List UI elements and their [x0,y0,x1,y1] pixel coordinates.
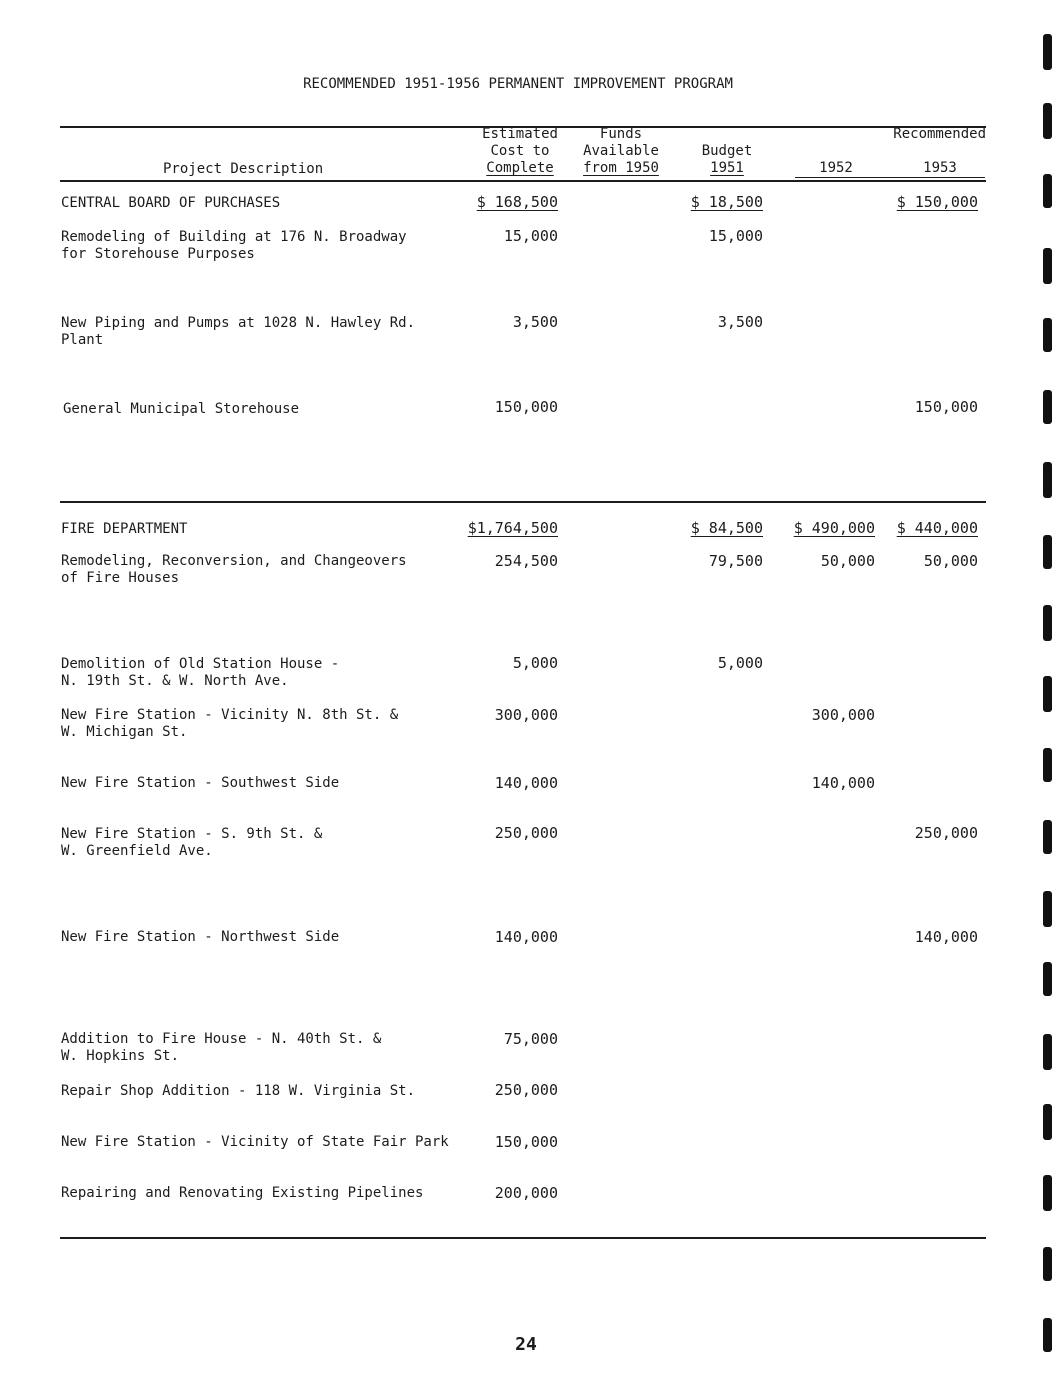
header-estimated-3: Complete [486,160,554,176]
section-1953-total: $ 150,000 [896,193,978,211]
binding-hole [1043,174,1052,208]
item-description-line2: N. 19th St. & W. North Ave. [61,673,289,689]
header-budget-2: 1951 [710,160,744,176]
item-estimated: 200,000 [494,1184,558,1202]
header-funds-2: Available [583,143,659,159]
binding-hole [1043,605,1052,641]
section-1953-total: $ 440,000 [896,519,978,537]
header-1952: 1952 [819,160,853,176]
header-funds-1: Funds [599,126,643,142]
section-estimated-total: $1,764,500 [467,519,558,537]
item-estimated: 250,000 [494,824,558,842]
item-estimated: 3,500 [512,313,558,331]
item-description-line1: Addition to Fire House - N. 40th St. & [61,1031,382,1047]
item-description-line1: New Fire Station - Vicinity N. 8th St. & [61,707,399,723]
binding-hole [1043,1034,1052,1070]
item-estimated: 254,500 [494,552,558,570]
header-recommended: Recommended [893,126,986,142]
item-description-line1: Remodeling of Building at 176 N. Broadway [61,229,407,245]
header-project-description: Project Description [163,161,324,177]
item-estimated: 140,000 [494,928,558,946]
header-rule [60,180,986,182]
item-description-line2: W. Hopkins St. [61,1048,180,1064]
item-estimated: 140,000 [494,774,558,792]
binding-hole [1043,962,1052,996]
item-estimated: 150,000 [494,1133,558,1151]
item-description-line2: of Fire Houses [61,570,180,586]
item-estimated: 150,000 [494,398,558,416]
binding-hole [1043,248,1052,284]
section-budget-total: $ 84,500 [690,519,763,537]
item-description-line1: New Fire Station - Southwest Side [61,775,340,791]
header-estimated-1: Estimated [482,126,558,142]
binding-hole [1043,318,1052,352]
item-description-line1: New Piping and Pumps at 1028 N. Hawley Rd. [61,315,416,331]
item-description-line2: for Storehouse Purposes [61,246,255,262]
binding-hole [1043,1104,1052,1140]
item-1953: 150,000 [914,398,978,416]
binding-hole [1043,1175,1052,1211]
header-budget-1: Budget [701,143,753,159]
item-budget: 3,500 [717,313,763,331]
binding-hole [1043,891,1052,927]
section-divider-rule [60,501,986,503]
binding-hole [1043,1247,1052,1281]
item-estimated: 15,000 [503,227,558,245]
item-description-line1: General Municipal Storehouse [63,401,300,417]
binding-hole [1043,462,1052,498]
item-description-line1: Repair Shop Addition - 118 W. Virginia St. [61,1083,416,1099]
item-budget: 79,500 [708,552,763,570]
item-description-line2: W. Michigan St. [61,724,188,740]
item-description-line2: W. Greenfield Ave. [61,843,213,859]
header-funds-3: from 1950 [583,160,659,176]
page-number: 24 [515,1334,537,1355]
binding-hole [1043,34,1052,70]
item-description-line1: Demolition of Old Station House - [61,656,340,672]
header-estimated-2: Cost to [490,143,550,159]
section-title: FIRE DEPARTMENT [61,521,188,537]
item-description-line1: New Fire Station - Vicinity of State Fair Park [61,1134,449,1150]
item-1953: 50,000 [923,552,978,570]
page-title: RECOMMENDED 1951-1956 PERMANENT IMPROVEMENT PROGRAM [303,76,733,92]
item-budget: 15,000 [708,227,763,245]
binding-hole [1043,676,1052,712]
item-1952: 50,000 [820,552,875,570]
item-estimated: 300,000 [494,706,558,724]
section-title: CENTRAL BOARD OF PURCHASES [61,195,281,211]
binding-hole [1043,820,1052,854]
item-description-line1: Repairing and Renovating Existing Pipelines [61,1185,424,1201]
item-1953: 250,000 [914,824,978,842]
item-budget: 5,000 [717,654,763,672]
header-1953: 1953 [923,160,957,176]
item-description-line1: Remodeling, Reconversion, and Changeovers [61,553,407,569]
item-1952: 140,000 [811,774,875,792]
binding-hole [1043,1318,1052,1352]
bottom-rule [60,1237,986,1239]
item-estimated: 250,000 [494,1081,558,1099]
section-budget-total: $ 18,500 [690,193,763,211]
binding-hole [1043,103,1052,139]
item-description-line1: New Fire Station - Northwest Side [61,929,340,945]
binding-hole [1043,390,1052,424]
recommended-underline [795,177,985,178]
item-1953: 140,000 [914,928,978,946]
item-description-line2: Plant [61,332,104,348]
item-estimated: 75,000 [503,1030,558,1048]
item-1952: 300,000 [811,706,875,724]
item-description-line1: New Fire Station - S. 9th St. & [61,826,323,842]
item-estimated: 5,000 [512,654,558,672]
section-1952-total: $ 490,000 [793,519,875,537]
binding-hole [1043,748,1052,782]
section-estimated-total: $ 168,500 [476,193,558,211]
binding-hole [1043,535,1052,569]
